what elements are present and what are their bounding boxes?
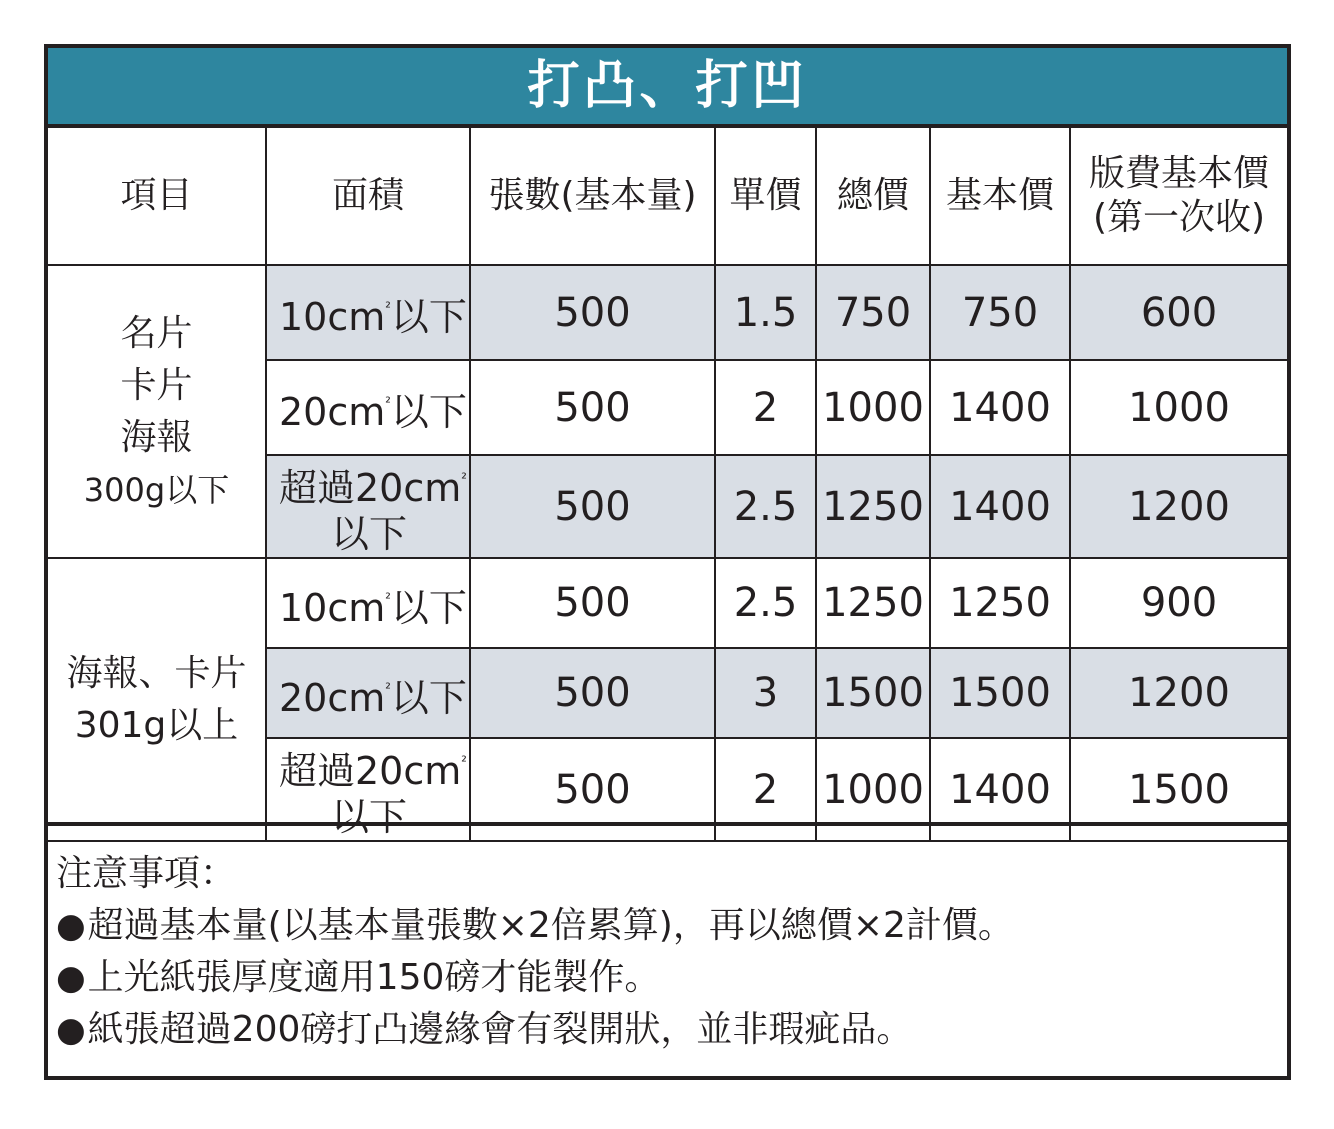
area-superscript: ²	[461, 754, 467, 770]
plate-fee-cell: 1200	[1070, 455, 1287, 558]
area-text: 超過20cm	[279, 749, 462, 793]
area-cell	[266, 558, 470, 648]
note-text: 紙張超過200磅打凸邊緣會有裂開狀，並非瑕疵品。	[87, 1009, 913, 1050]
plate-fee-cell: 900	[1070, 558, 1287, 648]
note-item	[56, 1004, 1287, 1056]
area-suffix: 以下	[390, 675, 467, 720]
category-line: 300g以下	[83, 470, 230, 509]
category-cell	[48, 558, 266, 841]
header-base-price: 基本價	[930, 128, 1070, 265]
unit-price-cell: 3	[715, 648, 816, 738]
header-row	[48, 128, 1287, 265]
notes-heading: 注意事項：	[56, 853, 237, 894]
category-line: 海報、卡片	[66, 652, 247, 694]
total-price-cell: 750	[816, 265, 930, 360]
category-line: 海報	[120, 416, 193, 458]
header-total-price: 總價	[816, 128, 930, 265]
header-plate-fee	[1070, 128, 1287, 265]
area-text: 超過20cm	[279, 466, 462, 510]
note-item	[56, 952, 1287, 1004]
plate-fee-cell: 1000	[1070, 360, 1287, 455]
table-row	[48, 265, 1287, 360]
area-text: 10cm	[279, 585, 386, 630]
table-title: 打凸、打凹	[48, 48, 1287, 128]
area-cell	[266, 265, 470, 360]
quantity-cell: 500	[470, 648, 715, 738]
area-suffix: 以下	[331, 512, 408, 556]
total-price-cell: 1250	[816, 558, 930, 648]
area-text: 10cm	[279, 295, 386, 339]
note-item	[56, 900, 1287, 952]
notes-section	[48, 822, 1287, 1072]
base-price-cell: 1250	[930, 558, 1070, 648]
price-table	[48, 128, 1287, 842]
area-cell	[266, 455, 470, 558]
unit-price-cell: 2	[715, 360, 816, 455]
total-price-cell: 1250	[816, 455, 930, 558]
area-suffix: 以下	[390, 390, 467, 434]
unit-price-cell: 1.5	[715, 265, 816, 360]
bullet-icon: ●	[56, 958, 86, 998]
bullet-icon: ●	[56, 906, 86, 946]
note-text: 超過基本量(以基本量張數×2倍累算)，再以總價×2計價。	[87, 905, 1014, 946]
category-line: 卡片	[120, 364, 193, 406]
header-area: 面積	[266, 128, 470, 265]
quantity-cell: 500	[470, 455, 715, 558]
note-text: 上光紙張厚度適用150磅才能製作。	[87, 957, 661, 998]
price-card	[44, 44, 1291, 1080]
unit-price-cell: 2.5	[715, 558, 816, 648]
area-suffix: 以下	[390, 585, 467, 630]
category-cell	[48, 265, 266, 558]
base-price-cell: 1500	[930, 648, 1070, 738]
plate-fee-cell: 1500	[1070, 738, 1287, 841]
area-text: 20cm	[279, 675, 386, 720]
quantity-cell: 500	[470, 265, 715, 360]
table-row	[48, 558, 1287, 648]
category-line: 301g以上	[74, 704, 239, 746]
area-cell	[266, 648, 470, 738]
plate-fee-cell: 1200	[1070, 648, 1287, 738]
base-price-cell: 1400	[930, 455, 1070, 558]
quantity-cell: 500	[470, 738, 715, 841]
total-price-cell: 1000	[816, 738, 930, 841]
header-plate-fee-line1: 版費基本價	[1088, 153, 1269, 194]
area-suffix: 以下	[390, 295, 467, 339]
quantity-cell: 500	[470, 360, 715, 455]
category-line: 名片	[120, 312, 193, 354]
header-plate-fee-line2: (第一次收)	[1092, 197, 1266, 238]
total-price-cell: 1000	[816, 360, 930, 455]
header-unit-price: 單價	[715, 128, 816, 265]
area-superscript: ²	[385, 680, 391, 697]
total-price-cell: 1500	[816, 648, 930, 738]
base-price-cell: 1400	[930, 360, 1070, 455]
area-suffix: 以下	[331, 795, 408, 839]
area-superscript: ²	[385, 395, 391, 411]
plate-fee-cell: 600	[1070, 265, 1287, 360]
area-superscript: ²	[461, 471, 467, 487]
base-price-cell: 1400	[930, 738, 1070, 841]
header-item: 項目	[48, 128, 266, 265]
area-cell	[266, 360, 470, 455]
area-superscript: ²	[385, 590, 391, 607]
unit-price-cell: 2.5	[715, 455, 816, 558]
header-quantity: 張數(基本量)	[470, 128, 715, 265]
area-superscript: ²	[385, 300, 391, 316]
quantity-cell: 500	[470, 558, 715, 648]
bullet-icon: ●	[56, 1010, 86, 1050]
unit-price-cell: 2	[715, 738, 816, 841]
area-text: 20cm	[279, 390, 386, 434]
base-price-cell: 750	[930, 265, 1070, 360]
